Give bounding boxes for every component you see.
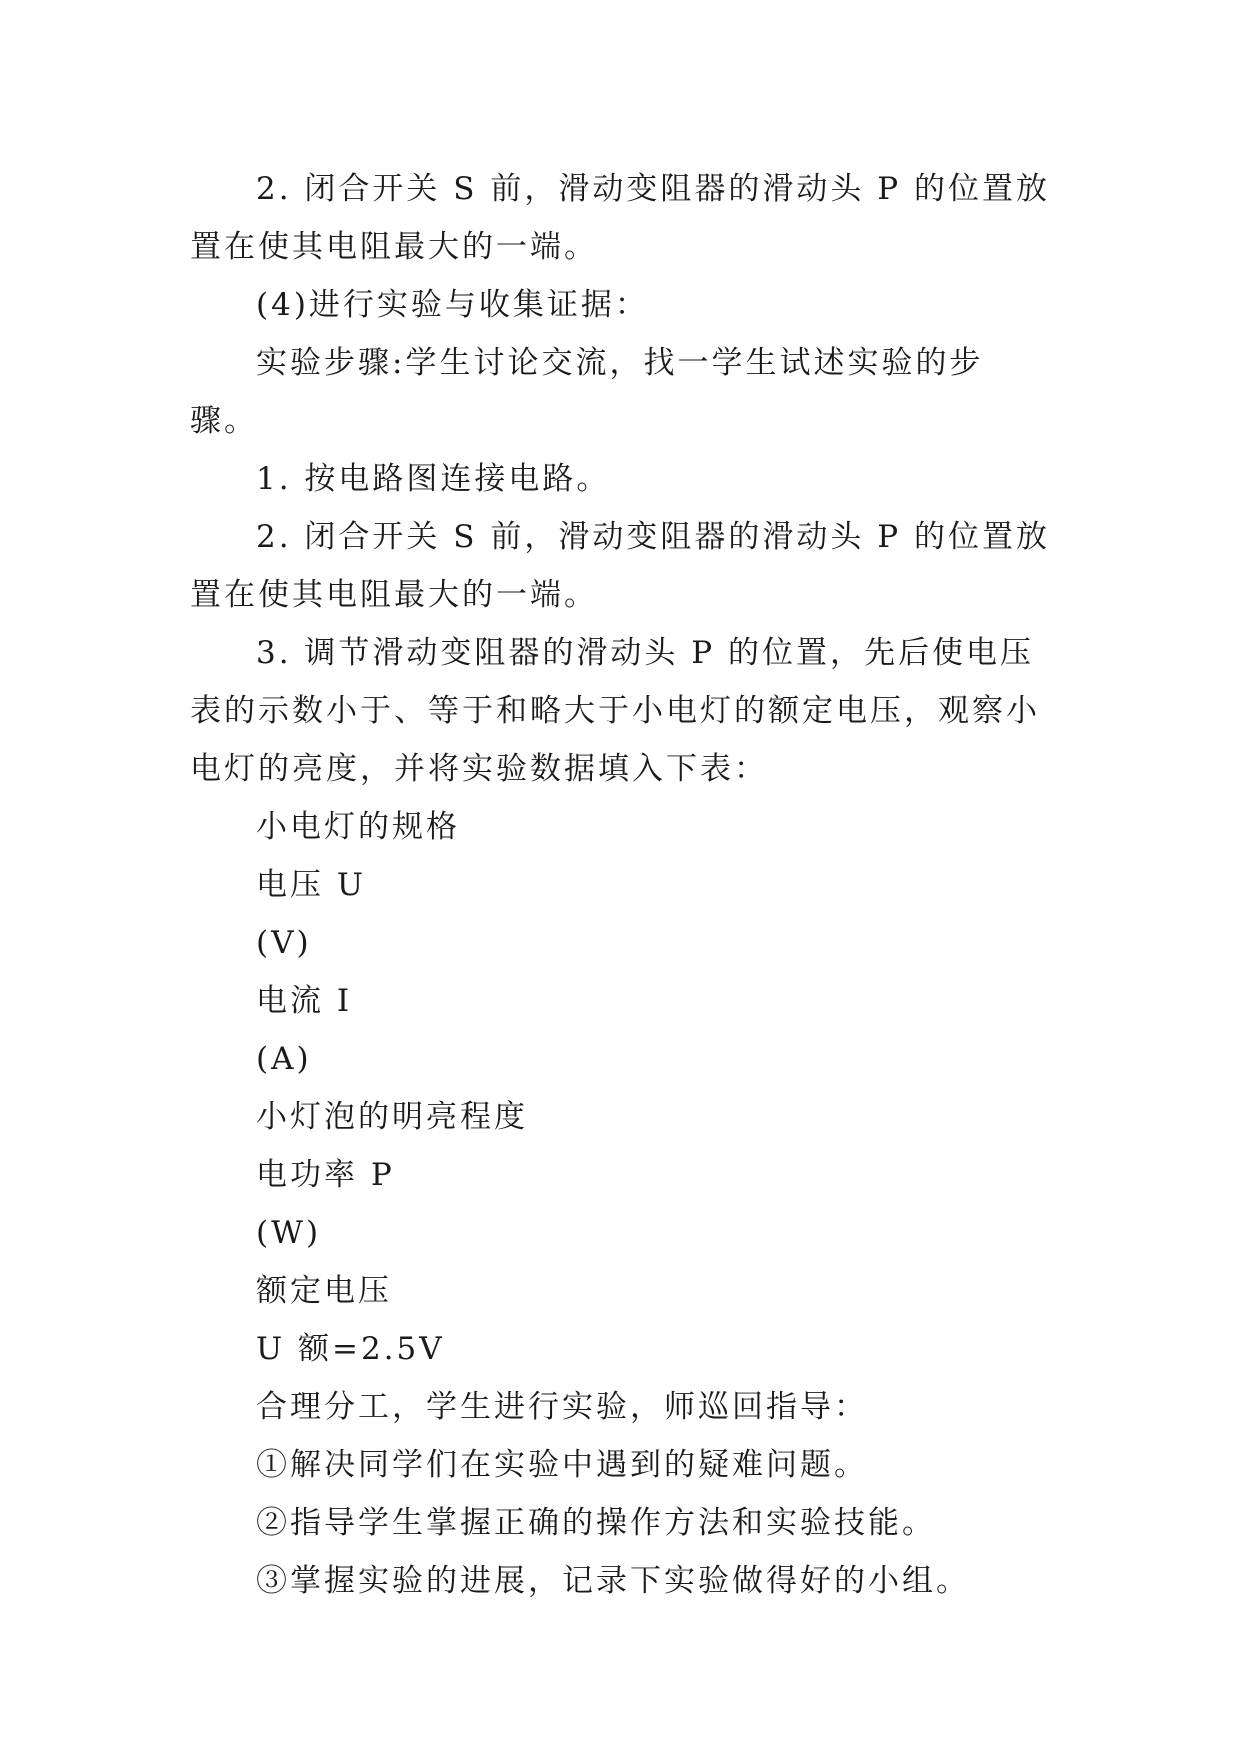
paragraph-step-3: 3. 调节滑动变阻器的滑动头 P 的位置，先后使电压表的示数小于、等于和略大于小电灯的额定电压，观察小电灯的亮度，并将实验数据填入下表：: [190, 635, 1040, 787]
table-line-rated-voltage: 额定电压: [256, 1273, 392, 1309]
table-line-power-unit: (W): [256, 1215, 322, 1251]
paragraph-guidance-3: ③掌握实验的进展，记录下实验做得好的小组。: [256, 1563, 970, 1599]
table-line-power: 电功率 P: [256, 1157, 395, 1193]
paragraph-division-of-work: 合理分工，学生进行实验，师巡回指导：: [256, 1389, 868, 1425]
paragraph-guidance-1: ①解决同学们在实验中遇到的疑难问题。: [256, 1447, 868, 1483]
table-line-current-unit: (A): [256, 1041, 312, 1077]
paragraph-guidance-2: ②指导学生掌握正确的操作方法和实验技能。: [256, 1505, 936, 1541]
paragraph-section-4: (4)进行实验与收集证据：: [256, 287, 649, 323]
paragraph-step-2: 2. 闭合开关 S 前，滑动变阻器的滑动头 P 的位置放置在使其电阻最大的一端。: [190, 171, 1050, 265]
paragraph-step-2-repeat: 2. 闭合开关 S 前，滑动变阻器的滑动头 P 的位置放置在使其电阻最大的一端。: [190, 519, 1050, 613]
table-line-rated-voltage-value: U 额=2.5V: [256, 1331, 445, 1367]
table-line-current: 电流 I: [256, 983, 353, 1019]
table-line-voltage: 电压 U: [256, 867, 366, 903]
table-line-voltage-unit: (V): [256, 925, 312, 961]
table-line-brightness: 小灯泡的明亮程度: [256, 1099, 528, 1135]
document-body: [190, 160, 1050, 1610]
paragraph-experiment-steps: 实验步骤:学生讨论交流，找一学生试述实验的步骤。: [190, 345, 984, 439]
paragraph-step-1: 1. 按电路图连接电路。: [256, 461, 611, 497]
table-line-bulb-spec: 小电灯的规格: [256, 809, 460, 845]
